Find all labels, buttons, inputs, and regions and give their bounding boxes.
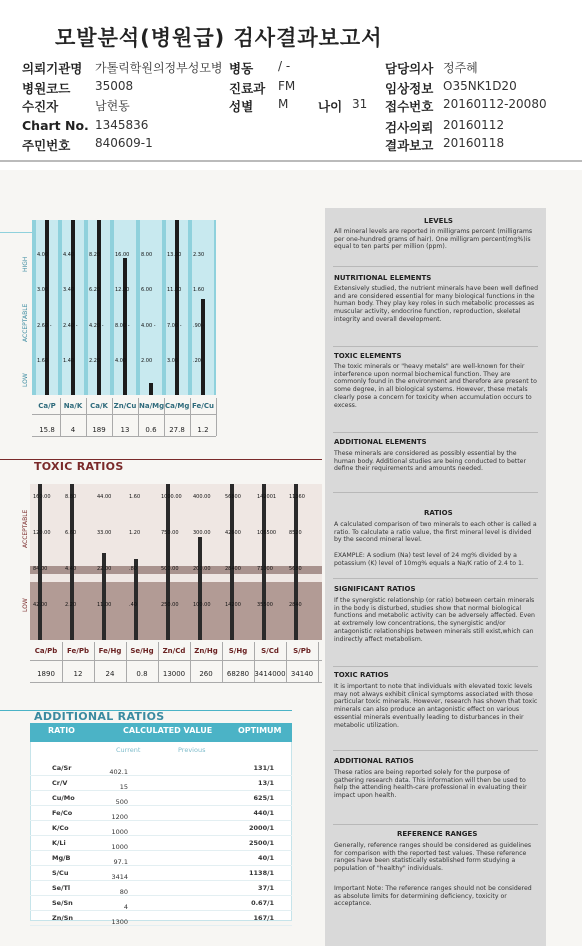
significant-bar — [97, 220, 101, 395]
significant-level-label: 2.40 - — [63, 323, 78, 329]
significant-level-label: 4.00 — [115, 358, 127, 364]
table-row-divider — [30, 835, 292, 836]
value-patient: 남현동 — [95, 99, 130, 113]
significant-ratios-heading: SIGNIFICANT RATIOS — [334, 585, 416, 593]
significant-ratio-value: 1.2 — [197, 426, 209, 434]
toxic-ratio-name: S/Pb — [293, 647, 311, 655]
additional-ratio-name: Cr/V — [52, 779, 68, 787]
significant-level-label: 11.00 — [167, 287, 182, 293]
additional-optimum-value: 131/1 — [253, 764, 274, 772]
value-sex: M — [278, 97, 289, 111]
additional-ratio-name: Mg/B — [52, 854, 71, 862]
label-report-date: 결과보고 — [385, 138, 434, 153]
label-ward: 병동 — [229, 61, 254, 76]
toxic-level-label: 1.60 — [129, 494, 141, 500]
toxic-level-label: 142001 — [257, 494, 277, 500]
toxic-level-label: 84.00 — [33, 566, 48, 572]
value-hospital-code: 35008 — [95, 79, 134, 93]
significant-level-label: 8.20 — [89, 252, 101, 258]
toxic-level-label: 106500 — [257, 530, 277, 536]
significant-ratios-text: If the synergistic relationship (or ratio) between certain minerals in the body is disturbed, studies show that normal biological functions and metabolic activity can be adversely affected. Even at extremely low concentrations, the synergistic and/or antagonistic relationships between minerals still exist,which can indirectly affect metabolism. — [334, 597, 535, 643]
toxic-bar — [262, 484, 266, 640]
toxic-ratio-value: 12 — [73, 670, 83, 678]
significant-level-label: 8.00 - — [115, 323, 130, 329]
significant-ratio-value: 27.8 — [169, 426, 185, 434]
toxic-level-label: 5680 — [289, 566, 302, 572]
toxic-bar — [38, 484, 42, 640]
additional-optimum-value: 625/1 — [253, 794, 274, 802]
additional-current-value: 15 — [119, 783, 128, 791]
additional-current-value: 1000 — [111, 843, 128, 851]
table-row-divider — [30, 895, 292, 896]
table-divider — [32, 436, 216, 437]
significant-level-label: 6.20 — [89, 287, 101, 293]
significant-level-label: 7.00 - — [167, 323, 182, 329]
label-receipt-no: 접수번호 — [385, 99, 434, 114]
col-ratio-header: RATIO — [48, 726, 75, 735]
significant-ratio-name: Na/K — [63, 402, 83, 410]
value-report-date: 20160118 — [443, 136, 505, 150]
significant-ratio-value: 15.8 — [39, 426, 55, 434]
significant-level-label: 2.30 — [193, 252, 205, 258]
additional-elements-heading: ADDITIONAL ELEMENTS — [334, 438, 427, 446]
toxic-ratio-name: Fe/Pb — [67, 647, 89, 655]
additional-ratio-name: S/Cu — [52, 869, 69, 877]
toxic-level-label: 120.00 — [33, 530, 51, 536]
additional-optimum-value: 1138/1 — [249, 869, 274, 877]
value-doctor: 정주혜 — [443, 61, 478, 75]
toxic-ratio-name: Zn/Hg — [194, 647, 218, 655]
additional-optimum-value: 40/1 — [258, 854, 274, 862]
significant-level-label: 2.00 — [141, 358, 153, 364]
table-row-divider — [30, 790, 292, 791]
value-age: 31 — [352, 97, 368, 111]
toxic-level-label: 71000 — [257, 566, 273, 572]
toxic-ratio-value: 3414000 — [254, 670, 286, 678]
nutritional-heading: NUTRITIONAL ELEMENTS — [334, 274, 432, 282]
additional-ratio-name: K/Li — [52, 839, 66, 847]
table-row-divider — [30, 820, 292, 821]
levels-text: All mineral levels are reported in milligrams percent (milligrams per one-hundred grams of hair). One milligram percent(mg%)is equal to ten parts per million (ppm). — [334, 228, 533, 251]
label-doctor: 담당의사 — [385, 61, 434, 76]
toxic-level-label: 8520 — [289, 530, 302, 536]
additional-elements-text: These minerals are considered as possibly essential by the human body. Additional studies are being conducted to better define their requirements and amounts needed. — [334, 450, 526, 473]
panel-divider — [333, 750, 538, 751]
significant-level-label: 4.00 - — [141, 323, 156, 329]
significant-bar — [175, 220, 179, 395]
toxic-ratio-name: Fe/Hg — [98, 647, 122, 655]
significant-level-label: 13.00 — [167, 252, 182, 258]
toxic-bar — [198, 537, 202, 640]
table-row-divider — [30, 910, 292, 911]
significant-ratio-name: Na/Mg — [139, 402, 165, 410]
significant-level-label: 3.40 — [63, 287, 75, 293]
significant-ratio-value: 0.6 — [145, 426, 157, 434]
col-calculated-header: CALCULATED VALUE — [123, 726, 213, 735]
levels-heading: LEVELS — [424, 217, 453, 225]
panel-divider — [333, 346, 538, 347]
significant-bar — [71, 220, 75, 395]
col-current-subheader: Current — [116, 746, 141, 754]
side-label-acceptable: ACCEPTABLE — [22, 303, 29, 342]
significant-level-label: .90 - — [193, 323, 205, 329]
additional-optimum-value: 440/1 — [253, 809, 274, 817]
label-hospital-code: 병원코드 — [22, 81, 71, 96]
panel-divider — [333, 666, 538, 667]
label-request-date: 검사의뢰 — [385, 120, 434, 135]
additional-optimum-value: 37/1 — [258, 884, 274, 892]
significant-ratio-name: Zn/Cu — [113, 402, 137, 410]
value-request-date: 20160112 — [443, 118, 505, 132]
value-receipt-no: 20160112-20080 — [443, 97, 547, 111]
toxic-bar — [294, 484, 298, 640]
side-label-low: LOW — [22, 373, 29, 387]
additional-current-value: 1000 — [111, 828, 128, 836]
table-row-divider — [30, 805, 292, 806]
reference-ranges-text: Generally, reference ranges should be considered as guidelines for comparison with the reported test values. These reference ranges have been statistically established form studying a population of "healthy" individuals. — [334, 842, 532, 873]
table-divider — [30, 660, 322, 661]
table-divider — [30, 682, 322, 683]
toxic-ratio-name: Ca/Pb — [34, 647, 58, 655]
toxic-level-label: 100.00 — [193, 602, 211, 608]
table-row-divider — [30, 880, 292, 881]
significant-level-label: 3.00 — [37, 287, 49, 293]
toxic-level-label: 2.20 — [65, 602, 77, 608]
nutritional-text: Extensively studied, the nutrient minerals have been well defined and are considered essential for many biological functions in the human body. They play key roles in such metabolic processes as muscular activity, endocrine function, reproduction, skeletal integrity and overall development. — [334, 285, 539, 323]
significant-bar — [149, 383, 153, 395]
panel-divider — [333, 432, 538, 433]
additional-ratio-name: Zn/Sn — [52, 914, 74, 922]
side-label-high: HIGH — [22, 256, 29, 272]
value-chart-no: 1345836 — [95, 118, 149, 132]
label-sex: 성별 — [229, 99, 254, 114]
significant-ratio-name: Fe/Cu — [192, 402, 214, 410]
additional-current-value: 97.1 — [113, 858, 128, 866]
toxic-level-label: .40 — [129, 602, 137, 608]
additional-optimum-value: 2500/1 — [249, 839, 274, 847]
toxic-ratio-name: S/Cd — [261, 647, 279, 655]
value-department: FM — [278, 79, 296, 93]
table-row-divider — [30, 925, 292, 926]
toxic-level-label: 28400 — [225, 566, 241, 572]
toxic-side-label-acceptable: ACCEPTABLE — [22, 509, 29, 548]
significant-ratio-value: 4 — [70, 426, 76, 434]
significant-ratio-value: 189 — [92, 426, 106, 434]
toxic-level-label: 8.80 — [65, 494, 77, 500]
ratios-text: A calculated comparison of two minerals to each other is called a ratio. To calculate a ratio value, the first mineral level is divided by the second mineral level. — [334, 521, 537, 544]
toxic-ratio-name: Zn/Cd — [162, 647, 186, 655]
additional-optimum-value: 2000/1 — [249, 824, 274, 832]
additional-current-value: 1300 — [111, 918, 128, 926]
additional-ratios-title: ADDITIONAL RATIOS — [34, 710, 165, 723]
toxic-ratio-value: 34140 — [290, 670, 314, 678]
significant-bar — [45, 220, 49, 395]
table-divider — [318, 642, 319, 682]
additional-ratio-name: Fe/Co — [52, 809, 73, 817]
label-patient: 수진자 — [22, 99, 59, 114]
additional-ratio-name: Ca/Sr — [52, 764, 72, 772]
additional-current-value: 80 — [119, 888, 128, 896]
toxic-level-label: 11360 — [289, 494, 305, 500]
scanned-report-page — [0, 170, 582, 946]
report-header — [0, 0, 582, 163]
additional-ratio-name: Cu/Mo — [52, 794, 75, 802]
toxic-elements-text: The toxic minerals or "heavy metals" are well-known for their interference upon normal biochemical function. They are commonly found in the environment and therefore are present to some degree, in all biological systems. However, these metals clearly pose a concern for toxicity when accumulation occurs to excess. — [334, 363, 537, 409]
panel-divider — [333, 824, 538, 825]
toxic-level-label: .80 — [129, 566, 137, 572]
toxic-ratio-value: 0.8 — [136, 670, 148, 678]
toxic-ratios-text: It is important to note that individuals with elevated toxic levels may not always exhibit clinical symptoms associated with those particular toxic minerals. However, research has shown that toxic minerals can also produce an antagonistic effect on various essential minerals eventually leading to disturbances in their metabolic utilization. — [334, 683, 538, 729]
significant-ratio-value: 13 — [120, 426, 130, 434]
additional-optimum-value: 167/1 — [253, 914, 274, 922]
toxic-ratio-value: 260 — [199, 670, 213, 678]
toxic-ratio-name: Se/Hg — [130, 647, 154, 655]
toxic-level-label: 500.00 — [161, 566, 179, 572]
significant-ratio-name: Ca/P — [38, 402, 56, 410]
panel-divider — [333, 578, 538, 579]
panel-divider — [333, 492, 538, 493]
value-ward: / - — [278, 59, 291, 73]
toxic-level-label: 14200 — [225, 602, 241, 608]
label-department: 진료과 — [229, 81, 266, 96]
additional-optimum-value: 0.67/1 — [251, 899, 274, 907]
value-institution: 가톨릭학원의정부성모병 — [95, 61, 223, 75]
table-row-divider — [30, 775, 292, 776]
significant-level-label: 16.00 — [115, 252, 130, 258]
toxic-level-label: 1000.00 — [161, 494, 182, 500]
label-chart-no: Chart No. — [22, 118, 89, 133]
table-row-divider — [30, 850, 292, 851]
additional-current-value: 3414 — [111, 873, 128, 881]
toxic-side-label-low: LOW — [22, 598, 29, 612]
toxic-elements-heading: TOXIC ELEMENTS — [334, 352, 402, 360]
significant-level-label: 3.00 — [167, 358, 179, 364]
additional-current-value: 500 — [115, 798, 128, 806]
reference-ranges-note: Important Note: The reference ranges should not be considered as absolute limits for determining deficiency, toxicity or acceptance. — [334, 885, 532, 908]
report-title: 모발분석(병원급) 검사결과보고서 — [55, 26, 383, 50]
additional-ratio-name: K/Co — [52, 824, 69, 832]
toxic-level-label: 750.00 — [161, 530, 179, 536]
toxic-bar — [166, 484, 170, 640]
additional-current-value: 1200 — [111, 813, 128, 821]
toxic-bar — [230, 484, 234, 640]
toxic-level-label: 400.00 — [193, 494, 211, 500]
additional-current-value: 402.1 — [109, 768, 128, 776]
toxic-ratio-value: 13000 — [162, 670, 186, 678]
additional-optimum-value: 13/1 — [258, 779, 274, 787]
significant-ratio-name: Ca/K — [90, 402, 108, 410]
significant-level-label: 1.60 — [37, 358, 49, 364]
table-row-divider — [30, 865, 292, 866]
additional-table-header — [30, 723, 292, 742]
significant-level-label: 6.00 — [141, 287, 153, 293]
significant-level-label: 8.00 — [141, 252, 153, 258]
significant-level-label: 1.40 — [63, 358, 75, 364]
label-clinical-info: 임상정보 — [385, 81, 434, 96]
additional-current-value: 4 — [123, 903, 128, 911]
significant-level-label: 4.20 - — [89, 323, 104, 329]
significant-level-label: 4.00 — [37, 252, 49, 258]
toxic-level-label: 42.00 — [33, 602, 48, 608]
value-resident-no: 840609-1 — [95, 136, 153, 150]
significant-bar — [201, 299, 205, 395]
toxic-level-label: 200.00 — [193, 566, 211, 572]
toxic-ratios-heading: TOXIC RATIOS — [334, 671, 389, 679]
significant-level-label: 1.60 — [193, 287, 205, 293]
toxic-level-label: 33.00 — [97, 530, 112, 536]
ratios-example: EXAMPLE: A sodium (Na) test level of 24 mg% divided by a potassium (K) level of 10mg% equals a Na/K ratio of 2.4 to 1. — [334, 552, 524, 567]
significant-level-label: 4.40 — [63, 252, 75, 258]
label-resident-no: 주민번호 — [22, 138, 71, 153]
toxic-level-label: 300.00 — [193, 530, 211, 536]
toxic-level-label: 6.60 — [65, 530, 77, 536]
significant-level-label: .20 — [193, 358, 201, 364]
reference-ranges-heading: REFERENCE RANGES — [397, 830, 478, 838]
additional-ratios-heading: ADDITIONAL RATIOS — [334, 757, 414, 765]
toxic-level-label: 11.00 — [97, 602, 112, 608]
additional-ratio-name: Se/Tl — [52, 884, 71, 892]
toxic-ratio-name: S/Hg — [228, 647, 248, 655]
significant-ratio-name: Ca/Mg — [165, 402, 190, 410]
significant-level-label: 12.00 — [115, 287, 130, 293]
value-clinical-info: O35NK1D20 — [443, 79, 517, 93]
table-divider — [216, 398, 217, 436]
header-divider — [0, 160, 582, 162]
toxic-level-label: 42600 — [225, 530, 241, 536]
label-age: 나이 — [318, 99, 343, 114]
table-divider — [32, 414, 216, 415]
toxic-ratio-value: 1890 — [37, 670, 55, 678]
label-institution: 의뢰기관명 — [22, 61, 83, 76]
significant-level-label: 2.60 - — [37, 323, 52, 329]
toxic-level-label: 4.40 — [65, 566, 77, 572]
additional-ratios-text: These ratios are being reported solely for the purpose of gathering research data. This information will then be used to help the attending health-care professional in evaluating their impact upon health. — [334, 769, 527, 800]
toxic-level-label: 22.00 — [97, 566, 112, 572]
toxic-ratio-value: 68280 — [226, 670, 250, 678]
toxic-ratios-title: TOXIC RATIOS — [34, 460, 124, 473]
ratios-heading: RATIOS — [424, 509, 453, 517]
toxic-level-label: 35500 — [257, 602, 273, 608]
panel-divider — [333, 266, 538, 267]
toxic-level-label: 44.00 — [97, 494, 112, 500]
toxic-level-label: 160.00 — [33, 494, 51, 500]
toxic-level-label: 56800 — [225, 494, 241, 500]
col-optimum-header: OPTIMUM — [238, 726, 282, 735]
toxic-bar — [70, 484, 74, 640]
toxic-level-label: 2840 — [289, 602, 302, 608]
additional-ratio-name: Se/Sn — [52, 899, 73, 907]
toxic-ratio-value: 24 — [105, 670, 115, 678]
significant-level-label: 2.20 — [89, 358, 101, 364]
toxic-level-label: 1.20 — [129, 530, 141, 536]
col-previous-subheader: Previous — [178, 746, 206, 754]
significant-column-background — [140, 220, 162, 395]
toxic-level-label: 250.00 — [161, 602, 179, 608]
